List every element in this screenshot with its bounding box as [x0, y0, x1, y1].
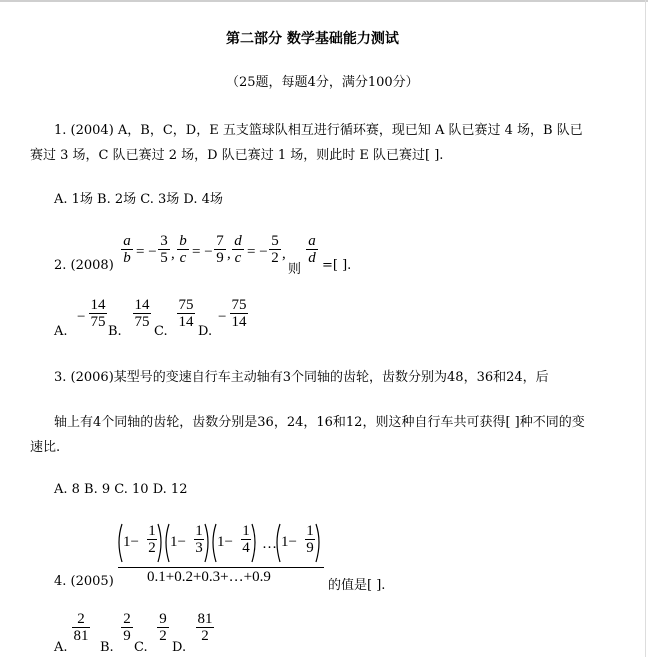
- q2-frac-a-b: a b: [121, 234, 133, 265]
- q4-option-b-frac: 2 9: [121, 612, 133, 643]
- q2-frac-a-d: a d: [306, 234, 318, 265]
- page-title: 第二部分 数学基础能力测试: [226, 31, 399, 47]
- q2-frac-3-5: 3 5: [158, 234, 170, 265]
- q4-option-d-frac: 81 2: [197, 611, 213, 644]
- q4-term4-frac: 1 9: [306, 523, 314, 556]
- q2-frac-d-c: d c: [232, 234, 244, 265]
- q4-fraction-bar: [118, 567, 324, 568]
- q4-option-c-frac: 9 2: [157, 612, 169, 643]
- q2-option-d-frac: 75 14: [231, 297, 247, 330]
- q3-line3: 速比.: [30, 440, 61, 455]
- q4-term1-frac: 1 2: [148, 523, 156, 556]
- q1-options: A. 1场 B. 2场 C. 3场 D. 4场: [54, 192, 223, 207]
- q3-line2: 轴上有4个同轴的齿轮，齿数分别是36，24，16和12，则这种自行车共可获得[ ]种不同的变: [54, 415, 585, 430]
- right-border: [645, 0, 646, 657]
- q2-option-a-frac: 14 75: [90, 297, 106, 330]
- top-border: [0, 0, 648, 2]
- q4-term3-frac: 1 4: [242, 523, 250, 556]
- q4-prefix: 4. (2005): [54, 574, 114, 589]
- q2-option-c-frac: 75 14: [178, 297, 194, 330]
- page-subtitle: （25题，每题4分，满分100分）: [226, 75, 419, 90]
- q2-frac-b-c: b c: [177, 234, 189, 265]
- q4-term2-frac: 1 3: [195, 523, 203, 556]
- q4-suffix: 的值是[ ].: [328, 578, 386, 593]
- q2-frac-7-9: 7 9: [214, 234, 226, 265]
- q2-frac-5-2: 5 2: [269, 234, 281, 265]
- q4-option-a-frac: 2 81: [73, 611, 89, 644]
- q3-options: A. 8 B. 9 C. 10 D. 12: [54, 482, 188, 497]
- q1-line2: 赛过 3 场，C 队已赛过 2 场，D 队已赛过 1 场，则此时 E 队已赛过[ ].: [30, 148, 444, 163]
- q1-line1: 1. (2004) A，B，C，D，E 五支篮球队相互进行循环赛，现已知 A 队已赛过 4 场，B 队已: [54, 123, 583, 138]
- q3-line1: 3. (2006)某型号的变速自行车主动轴有3个同轴的齿轮，齿数分别为48，36和24，后: [54, 370, 549, 385]
- q4-denominator: 0.1+0.2+0.3+…+0.9: [147, 569, 271, 585]
- q2-option-b-frac: 14 75: [134, 297, 150, 330]
- q2-prefix: 2. (2008): [54, 258, 114, 273]
